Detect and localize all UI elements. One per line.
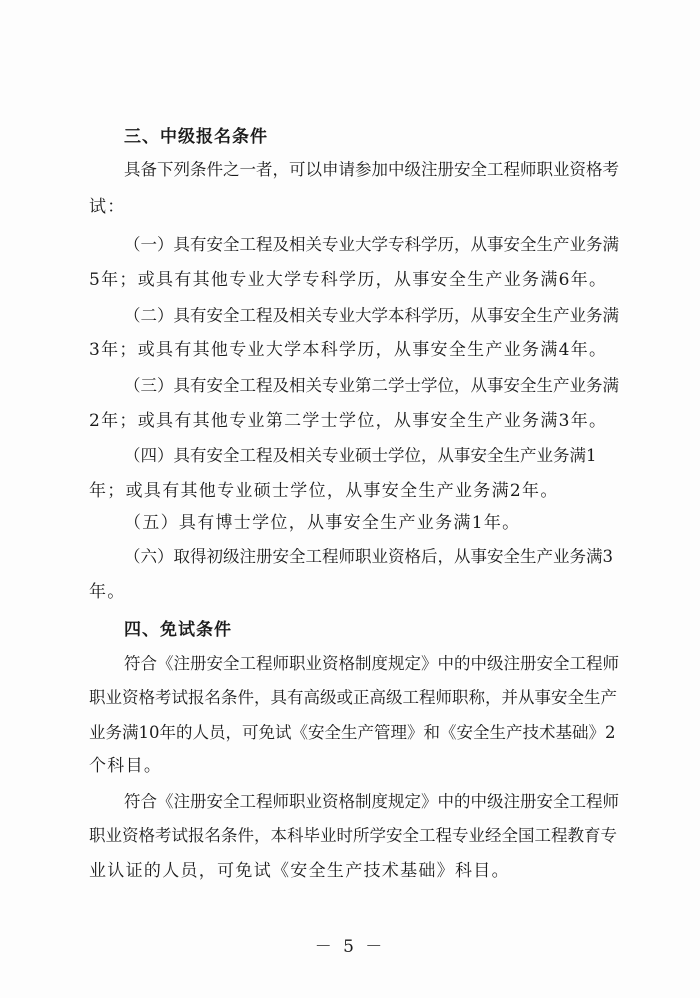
exemption-1-line: 业务满10年的人员，可免试《安全生产管理》和《安全生产技术基础》2	[89, 723, 616, 742]
page-number: － 5 －	[314, 937, 386, 957]
condition-3-line: （三）具有安全工程及相关专业第二学士学位，从事安全生产业务满	[124, 376, 619, 395]
section-3-heading: 三、中级报名条件	[124, 127, 268, 147]
condition-1-line: 5年；或具有其他专业大学专科学历，从事安全生产业务满6年。	[89, 270, 608, 290]
section-3-intro-line: 试：	[89, 197, 126, 217]
condition-3-line: 2年；或具有其他专业第二学士学位，从事安全生产业务满3年。	[89, 411, 608, 431]
condition-4-line: 年；或具有其他专业硕士学位，从事安全生产业务满2年。	[89, 481, 559, 501]
exemption-2-line: 职业资格考试报名条件，本科毕业时所学安全工程专业经全国工程教育专	[89, 826, 617, 845]
exemption-1-line: 符合《注册安全工程师职业资格制度规定》中的中级注册安全工程师	[124, 654, 619, 673]
condition-6-line: 年。	[89, 582, 126, 602]
exemption-1-line: 职业资格考试报名条件，具有高级或正高级工程师职称，并从事安全生产	[89, 688, 617, 707]
condition-6-line: （六）取得初级注册安全工程师职业资格后，从事安全生产业务满3	[124, 547, 613, 566]
condition-5-line: （五）具有博士学位，从事安全生产业务满1年。	[124, 513, 521, 533]
condition-2-line: 3年；或具有其他专业大学本科学历，从事安全生产业务满4年。	[89, 340, 608, 360]
exemption-2-line: 符合《注册安全工程师职业资格制度规定》中的中级注册安全工程师	[124, 792, 619, 811]
condition-2-line: （二）具有安全工程及相关专业大学本科学历，从事安全生产业务满	[124, 306, 619, 325]
exemption-1-line: 个科目。	[89, 756, 163, 776]
exemption-2-line: 业认证的人员，可免试《安全生产技术基础》科目。	[89, 861, 510, 881]
section-3-intro-line: 具备下列条件之一者，可以申请参加中级注册安全工程师职业资格考	[124, 160, 619, 179]
condition-4-line: （四）具有安全工程及相关专业硕士学位，从事安全生产业务满1	[124, 446, 597, 465]
condition-1-line: （一）具有安全工程及相关专业大学专科学历，从事安全生产业务满	[124, 235, 619, 254]
section-4-heading: 四、免试条件	[124, 620, 232, 640]
